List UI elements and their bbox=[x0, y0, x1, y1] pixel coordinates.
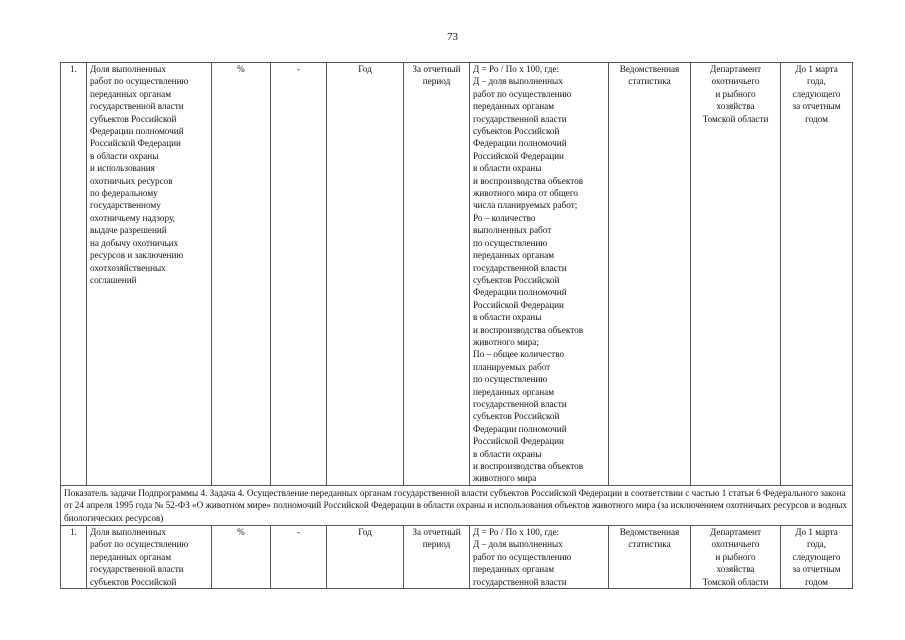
formula-cell: Д = Ро / По х 100, где: Д – доля выполненных работ по осуществлению переданных органам государственной власти bbox=[470, 526, 609, 589]
indicator-name: Доля выполненных работ по осуществлению переданных органам государственной власти субъектов Российской Федерации полномочий Российской Федерации в области охраны и использования охотничьих ресурсов по федеральному государственному охотничьему надзору, выдаче разрешений на добычу охотничьих ресурсов и заключению охотхозяйственных соглашений bbox=[87, 63, 212, 486]
data-source-cell: Ведомственная статистика bbox=[609, 63, 691, 486]
unit-cell: % bbox=[212, 526, 271, 589]
periodicity-cell: Год bbox=[327, 526, 404, 589]
page-number: 73 bbox=[447, 31, 458, 43]
dash-cell: - bbox=[271, 63, 327, 486]
indicator-name: Доля выполненных работ по осуществлению переданных органам государственной власти субъектов Российской bbox=[87, 526, 212, 589]
dash-cell: - bbox=[271, 526, 327, 589]
periodicity-cell: Год bbox=[327, 63, 404, 486]
deadline-cell: До 1 марта года, следующего за отчетным годом bbox=[781, 63, 853, 486]
table-row bbox=[61, 526, 853, 589]
indicators-table bbox=[60, 62, 853, 589]
row-number: 1. bbox=[61, 526, 87, 589]
unit-cell: % bbox=[212, 63, 271, 486]
section-heading: Показатель задачи Подпрограммы 4. Задача 4. Осуществление переданных органам государственной власти субъектов Российской Федерации в соответствии с частью 1 статьи 6 Федерального закона от 24 апреля 1995 года № 52-ФЗ «О животном мире» полномочий Российской Федерации в области охраны и использования объектов животного мира (за исключением охотничьих ресурсов и водных биологических ресурсов) bbox=[61, 485, 853, 525]
row-number: 1. bbox=[61, 63, 87, 486]
time-characteristic-cell: За отчетный период bbox=[404, 63, 470, 486]
formula-cell: Д = Ро / По х 100, где: Д – доля выполненных работ по осуществлению переданных органам государственной власти субъектов Российской Федерации полномочий Российской Федерации в области охраны и воспроизводства объектов животного мира от общего числа планируемых работ; Ро – количество выполненных работ по осуществлению переданных органам государственной власти субъектов Российской Федерации полномочий Российской Федерации в области охраны и воспроизводства объектов животного мира; По – общее количество планируемых работ по осуществлению переданных органам государственной власти субъектов Российской Федерации полномочий Российской Федерации в области охраны и воспроизводства объектов животного мира bbox=[470, 63, 609, 486]
responsible-cell: Департамент охотничьего и рыбного хозяйства Томской области bbox=[691, 63, 781, 486]
section-heading-row bbox=[61, 485, 853, 525]
responsible-cell: Департамент охотничьего и рыбного хозяйства Томской области bbox=[691, 526, 781, 589]
table-row bbox=[61, 63, 853, 486]
data-source-cell: Ведомственная статистика bbox=[609, 526, 691, 589]
time-characteristic-cell: За отчетный период bbox=[404, 526, 470, 589]
deadline-cell: До 1 марта года, следующего за отчетным годом bbox=[781, 526, 853, 589]
